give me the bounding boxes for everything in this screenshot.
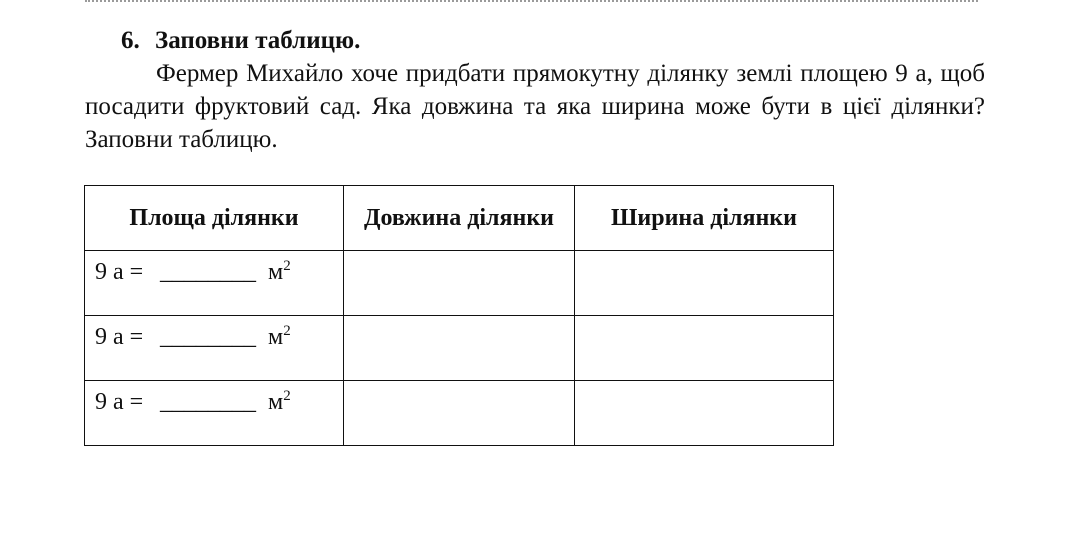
area-prefix: 9 а = [95,259,144,285]
area-unit: $м^2$ [268,388,291,415]
task-number: 6. [121,27,140,54]
table-row [85,316,834,381]
area-unit: $м^2$ [268,323,291,350]
area-prefix: 9 а = [95,324,144,350]
width-cell[interactable] [575,316,834,381]
fill-table [84,185,834,446]
length-cell[interactable] [344,251,575,316]
unit-power: 2 [283,258,291,274]
task-heading [121,24,985,57]
unit-power: 2 [283,323,291,339]
area-blank[interactable]: ________ [160,389,256,415]
task-text: Фермер Михайло хоче придбати прямокутну ділянку землі площею 9 а, щоб посадити фруктовий сад. Яка довжина та яка ширина може бути в цієї ділянки? Заповни таблицю. [85,60,985,153]
task-block [85,24,985,156]
width-cell[interactable] [575,251,834,316]
area-cell [85,251,344,316]
header-width: Ширина ділянки [575,186,834,251]
table-row [85,381,834,446]
area-cell [85,316,344,381]
area-cell [85,381,344,446]
table-header-row [85,186,834,251]
area-blank[interactable]: ________ [160,324,256,350]
task-title: Заповни таблицю. [155,27,361,54]
top-dotted-rule [85,0,978,4]
header-area: Площа ділянки [85,186,344,251]
unit-power: 2 [283,388,291,404]
header-length: Довжина ділянки [344,186,575,251]
length-cell[interactable] [344,381,575,446]
area-unit: $м^2$ [268,258,291,285]
table-row [85,251,834,316]
area-prefix: 9 а = [95,389,144,415]
area-blank[interactable]: ________ [160,259,256,285]
length-cell[interactable] [344,316,575,381]
width-cell[interactable] [575,381,834,446]
